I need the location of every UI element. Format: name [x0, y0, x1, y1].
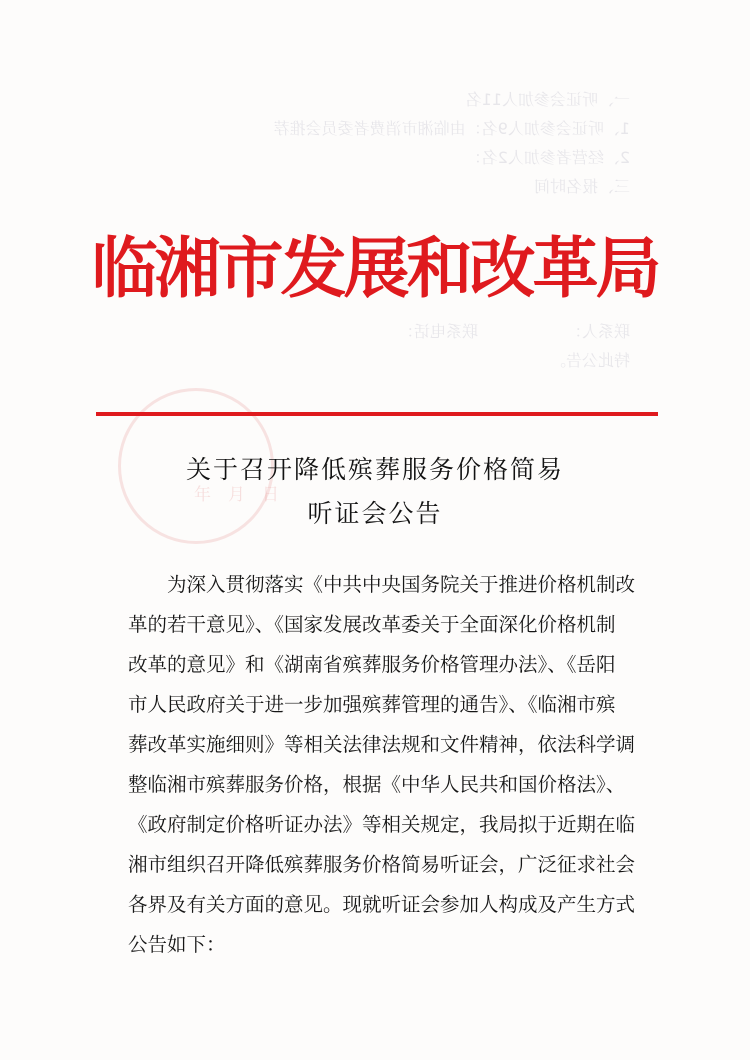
body-line: 市人民政府关于进一步加强殡葬管理的通告》、《临湘市殡 — [128, 693, 616, 716]
body-line: 整临湘市殡葬服务价格，根据《中华人民共和国价格法》、 — [128, 773, 626, 796]
body-line: 改革的意见》和《湖南省殡葬服务价格管理办法》、《岳阳 — [128, 653, 616, 676]
body-line: 为深入贯彻落实《中共中央国务院关于推进价格机制改 — [167, 573, 636, 596]
body-line: 葬改革实施细则》等相关法律法规和文件精神，依法科学调 — [128, 733, 636, 756]
red-divider-line — [96, 412, 658, 416]
title-line-2: 听证会公告 — [307, 499, 443, 528]
reverse-side-show-through: 一、听证会参加人11名 1、听证会参加人9名：由临湘市消费者委员会推荐 2、经营者参加人2名： 三、报名时间 联系人： 联系电话： 特此公告。 — [273, 90, 630, 370]
document-title — [0, 448, 750, 536]
body-line: 各界及有关方面的意见。现就听证会参加人构成及产生方式 — [128, 893, 636, 916]
title-line-1: 关于召开降低殡葬服务价格简易 — [185, 455, 564, 484]
reverse-side-date-ghost: 年 月 日 — [160, 485, 279, 505]
body-line: 《政府制定价格听证办法》等相关规定，我局拟于近期在临 — [128, 813, 636, 836]
issuer-header: 临湘市发展和改革局 — [91, 229, 659, 307]
body-line: 公告如下： — [128, 933, 226, 956]
body-line: 湘市组织召开降低殡葬服务价格简易听证会，广泛征求社会 — [128, 853, 636, 876]
body-line: 革的若干意见》、《国家发展改革委关于全面深化价格机制 — [128, 613, 616, 636]
document-body — [128, 565, 648, 965]
